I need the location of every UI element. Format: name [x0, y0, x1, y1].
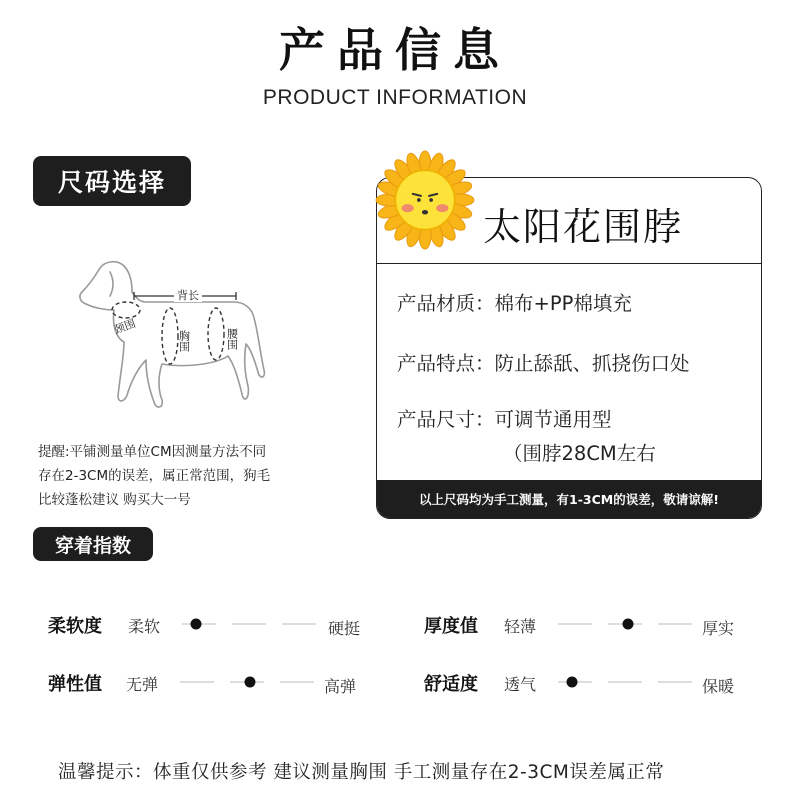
back-length-label: 背长 — [177, 289, 199, 302]
product-name: 太阳花围脖 — [483, 205, 684, 249]
metric-high-label: 硬挺 — [328, 619, 361, 638]
metric-elasticity — [48, 668, 368, 698]
tip-line: 比较蓬松建议 购买大一号 — [38, 492, 191, 508]
neck-label: 颈围 — [112, 316, 138, 337]
tip-line: 提醒:平铺测量单位CM因测量方法不同 — [38, 444, 267, 460]
tip-line: 存在2-3CM的误差，属正常范围，狗毛 — [38, 468, 271, 484]
scale-level-dot — [191, 619, 202, 630]
sunflower-icon — [374, 149, 476, 251]
page-subtitle: PRODUCT INFORMATION — [262, 86, 528, 109]
wear-index-tag: 穿着指数 — [33, 527, 153, 561]
metric-thickness — [424, 610, 754, 640]
metric-label: 柔软度 — [48, 616, 102, 637]
size-section-tag: 尺码选择 — [33, 156, 191, 206]
waist-label: 腰围 — [225, 328, 239, 350]
metric-high-label: 高弹 — [324, 677, 357, 696]
chest-label: 胸围 — [177, 330, 191, 352]
metric-label: 弹性值 — [48, 674, 102, 695]
metric-comfort — [424, 668, 754, 698]
product-feature: 产品特点：防止舔舐、抓挠伤口处 — [397, 352, 690, 375]
metric-high-label: 厚实 — [702, 619, 735, 638]
scale-level-dot — [623, 619, 634, 630]
measurement-tip — [38, 440, 338, 512]
product-material: 产品材质：棉布+PP棉填充 — [397, 292, 632, 315]
card-footer-note: 以上尺码均为手工测量，有1-3CM的误差，敬请谅解! — [377, 480, 761, 518]
product-size: 产品尺寸：可调节通用型 — [397, 408, 612, 431]
scale-level-dot — [567, 677, 578, 688]
metric-low-label: 无弹 — [126, 675, 159, 694]
scale-level-dot — [245, 677, 256, 688]
metric-low-label: 轻薄 — [504, 617, 537, 636]
metric-label: 舒适度 — [424, 674, 478, 695]
metric-low-label: 柔软 — [128, 617, 161, 636]
page-title: 产品信息 — [279, 23, 511, 77]
product-size-detail: （围脖28CM左右 — [503, 442, 656, 465]
metric-label: 厚度值 — [424, 616, 478, 637]
footer-note: 温馨提示：体重仅供参考 建议测量胸围 手工测量存在2-3CM误差属正常 — [58, 762, 665, 783]
metric-low-label: 透气 — [504, 675, 537, 694]
dog-measurement-diagram — [66, 252, 276, 422]
metric-high-label: 保暖 — [702, 677, 735, 696]
metric-softness — [48, 610, 368, 640]
